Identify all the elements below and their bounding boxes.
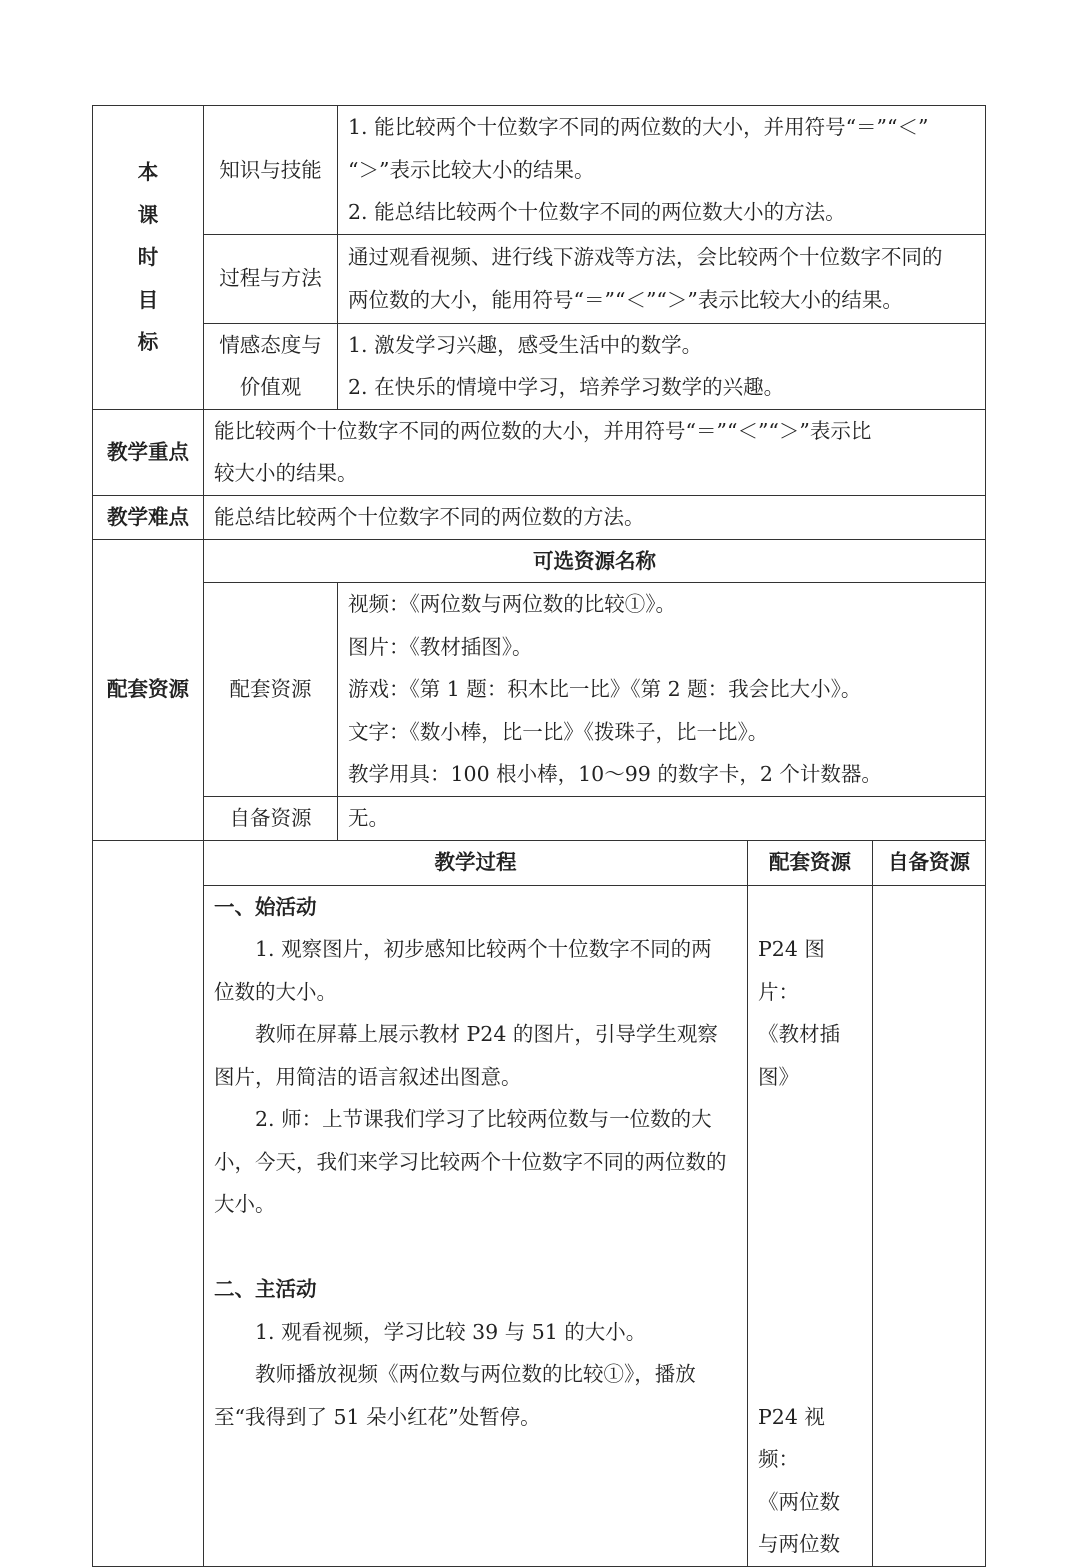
process-content xyxy=(204,885,748,1566)
paragraph-line: 1. 观察图片，初步感知比较两个十位数字不同的两 xyxy=(255,937,712,961)
process-matched-resources xyxy=(748,885,873,1566)
matched-resources-list xyxy=(338,583,986,797)
difficulty-text: 能总结比较两个十位数字不同的两位数的方法。 xyxy=(204,495,986,539)
objective-label-process: 过程与方法 xyxy=(204,234,338,323)
paragraph-line: 教师播放视频《两位数与两位数的比较①》，播放 xyxy=(255,1362,696,1386)
objective-knowledge-text xyxy=(338,106,986,235)
process-left-blank xyxy=(93,840,204,1566)
list-item: 视频：《两位数与两位数的比较①》。 xyxy=(348,592,676,616)
objective-attitude-text xyxy=(338,323,986,409)
difficulty-label: 教学难点 xyxy=(93,495,204,539)
text-line: 较大小的结果。 xyxy=(214,461,358,485)
process-matched-header: 配套资源 xyxy=(748,840,873,885)
spacer xyxy=(214,1226,737,1269)
objectives-header-char: 本 xyxy=(137,160,159,184)
spacer xyxy=(758,1226,862,1269)
text-line: 2. 能总结比较两个十位数字不同的两位数大小的方法。 xyxy=(348,200,846,224)
process-header: 教学过程 xyxy=(204,840,748,885)
own-resources-text: 无。 xyxy=(338,796,986,840)
lesson-plan-table xyxy=(92,105,986,1567)
resource-line: P24 图片： xyxy=(758,937,825,1004)
objectives-header-char: 目 xyxy=(137,287,159,312)
objective-label-knowledge: 知识与技能 xyxy=(204,106,338,235)
key-point-text xyxy=(204,409,986,495)
objectives-header-char: 时 xyxy=(137,245,159,269)
spacer xyxy=(758,1183,862,1226)
process-own-header: 自备资源 xyxy=(873,840,986,885)
text-line: 通过观看视频、进行线下游戏等方法，会比较两个十位数字不同的 xyxy=(348,245,943,269)
objectives-header xyxy=(93,106,204,410)
spacer xyxy=(758,1141,862,1184)
text-line: 能比较两个十位数字不同的两位数的大小，并用符号“＝”“＜”“＞”表示比 xyxy=(214,418,872,443)
paragraph-line: 位数的大小。 xyxy=(214,979,337,1004)
text-line: 1. 激发学习兴趣，感受生活中的数学。 xyxy=(348,332,703,357)
objectives-header-char: 标 xyxy=(137,330,159,354)
resource-line: 《教材插图》 xyxy=(758,1022,840,1089)
spacer xyxy=(758,1268,862,1311)
section-title: 一、始活动 xyxy=(214,894,317,919)
paragraph-line: 图片，用简洁的语言叙述出图意。 xyxy=(214,1064,522,1089)
process-own-resources xyxy=(873,885,986,1566)
objective-process-text xyxy=(338,234,986,323)
resources-column-header: 可选资源名称 xyxy=(204,539,986,583)
own-resources-label: 自备资源 xyxy=(204,796,338,840)
resource-line: 《两位数 xyxy=(758,1489,840,1514)
resources-label: 配套资源 xyxy=(93,539,204,840)
paragraph-line: 2. 师：上节课我们学习了比较两位数与一位数的大 xyxy=(255,1107,712,1131)
resource-line: 与两位数 xyxy=(758,1532,840,1556)
resource-line: P24 视频： xyxy=(758,1404,825,1471)
key-point-label: 教学重点 xyxy=(93,409,204,495)
list-item: 游戏：《第 1 题：积木比一比》《第 2 题：我会比大小》。 xyxy=(348,677,862,701)
text-line: 两位数的大小，能用符号“＝”“＜”“＞”表示比较大小的结果。 xyxy=(348,287,903,312)
text-line: “＞”表示比较大小的结果。 xyxy=(348,157,595,182)
list-item: 图片：《教材插图》。 xyxy=(348,634,533,659)
matched-resources-label: 配套资源 xyxy=(204,583,338,797)
list-item: 教学用具：100 根小棒，10～99 的数字卡，2 个计数器。 xyxy=(348,762,882,786)
text-line: 2. 在快乐的情境中学习，培养学习数学的兴趣。 xyxy=(348,375,785,399)
text-line: 1. 能比较两个十位数字不同的两位数的大小，并用符号“＝”“＜” xyxy=(348,115,929,139)
objectives-header-char: 课 xyxy=(137,202,159,227)
spacer xyxy=(758,886,862,929)
section-title: 二、主活动 xyxy=(214,1277,317,1301)
paragraph-line: 小，今天，我们来学习比较两个十位数字不同的两位数的 xyxy=(214,1149,727,1174)
paragraph-line: 大小。 xyxy=(214,1192,276,1216)
list-item: 文字：《数小棒，比一比》《拨珠子，比一比》。 xyxy=(348,719,769,744)
spacer xyxy=(758,1098,862,1141)
objective-label-attitude: 情感态度与 价值观 xyxy=(204,323,338,409)
spacer xyxy=(758,1353,862,1396)
spacer xyxy=(758,1311,862,1354)
paragraph-line: 1. 观看视频，学习比较 39 与 51 的大小。 xyxy=(255,1319,647,1344)
paragraph-line: 至“我得到了 51 朵小红花”处暂停。 xyxy=(214,1404,541,1429)
paragraph-line: 教师在屏幕上展示教材 P24 的图片，引导学生观察 xyxy=(255,1022,718,1046)
